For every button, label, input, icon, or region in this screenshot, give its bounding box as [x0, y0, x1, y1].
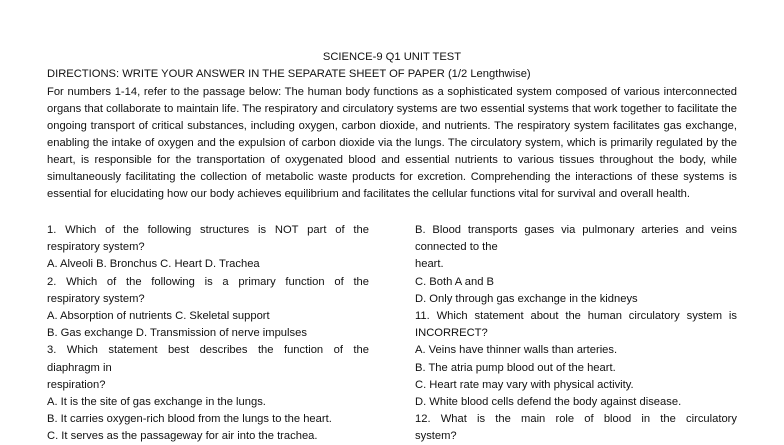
- question-line: respiration?: [47, 378, 106, 391]
- answer-choice: B. The atria pump blood out of the heart.: [415, 361, 616, 374]
- answer-choices: A. Alveoli B. Bronchus C. Heart D. Trachea: [47, 258, 260, 271]
- directions-text: DIRECTIONS: WRITE YOUR ANSWER IN THE SEPARATE SHEET OF PAPER (1/2 Lengthwise): [47, 68, 531, 80]
- question-line: 3. Which statement best describes the function of the: [47, 344, 369, 357]
- question-line: system?: [415, 430, 457, 443]
- answer-choice: C. Both A and B: [415, 275, 494, 288]
- question-line: INCORRECT?: [415, 327, 488, 340]
- answer-choice: heart.: [415, 258, 444, 271]
- question-line: 2. Which of the following is a primary function of the: [47, 275, 369, 288]
- question-line: respiratory system?: [47, 241, 145, 254]
- answer-choice: D. Only through gas exchange in the kidneys: [415, 292, 638, 305]
- question-line: 11. Which statement about the human circulatory system is: [415, 309, 737, 322]
- question-line: 1. Which of the following structures is NOT part of the: [47, 224, 369, 236]
- test-title: SCIENCE-9 Q1 UNIT TEST: [322, 51, 462, 63]
- answer-choice: B. It carries oxygen-rich blood from the lungs to the heart.: [47, 413, 332, 426]
- left-question-column: [47, 222, 369, 445]
- reading-passage: For numbers 1-14, refer to the passage below: The human body functions as a sophisticated system composed of various interconnected organs that collaborate to maintain life. The respiratory and circulatory systems are two essential systems that work together to facilitate the ongoing transport of critical substances, including oxygen, carbon dioxide, and nutrients. The respiratory system facilitates gas exchange, enabling the intake of oxygen and the expulsion of carbon dioxide via the lungs. The circulatory system, which is primarily regulated by the heart, is responsible for the transportation of oxygenated blood and essential nutrients to various tissues throughout the body, while simultaneously facilitating the collection of metabolic waste products for excretion. Comprehending the interactions of these systems is essential for elucidating how our body achieves equilibrium and facilitates the cellular functions vital for survival and overall health.: [47, 86, 737, 200]
- answer-choice: D. White blood cells defend the body against disease.: [415, 395, 682, 408]
- answer-choice: A. Veins have thinner walls than arteries.: [415, 344, 618, 357]
- answer-choice: C. Heart rate may vary with physical activity.: [415, 378, 634, 391]
- question-line: respiratory system?: [47, 292, 145, 305]
- answer-choice: connected to the: [415, 241, 498, 254]
- question-line: 12. What is the main role of blood in the circulatory: [415, 413, 737, 426]
- answer-choices: B. Gas exchange D. Transmission of nerve impulses: [47, 327, 307, 340]
- answer-choice: B. Blood transports gases via pulmonary arteries and veins: [415, 224, 737, 236]
- question-line: diaphragm in: [47, 361, 112, 374]
- answer-choice: C. It serves as the passageway for air into the trachea.: [47, 430, 318, 443]
- answer-choices: A. Absorption of nutrients C. Skeletal support: [47, 309, 270, 322]
- answer-choice: A. It is the site of gas exchange in the lungs.: [47, 395, 266, 408]
- right-question-column: [415, 222, 737, 445]
